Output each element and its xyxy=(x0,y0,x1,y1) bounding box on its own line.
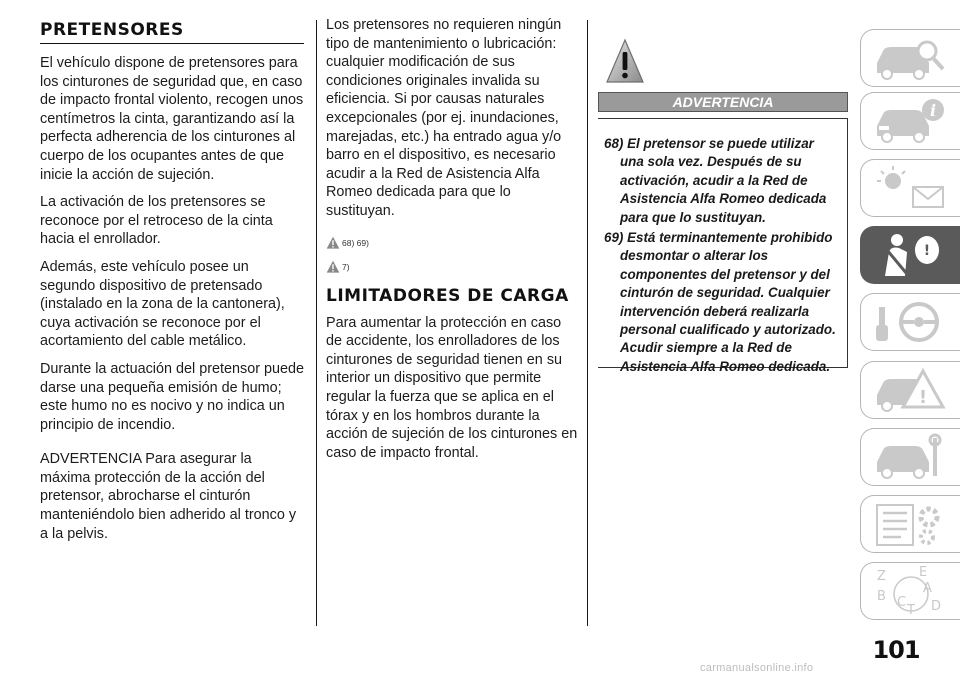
specs-gear-icon xyxy=(871,499,951,549)
paragraph-limitadores: Para aumentar la protección en caso de accidente, los enrolladores de los cinturones de seguridad tienen en su interior un dispositivo que permite regular la fuerza que se aplica en el tórax y en los hombros durante la acción de sujeción de los cinturones en caso de impacto frontal. xyxy=(326,314,578,461)
index-letter: T xyxy=(907,603,915,616)
warning-box xyxy=(598,118,848,374)
sidebar-tab-technical-data[interactable] xyxy=(860,495,960,553)
sidebar-tab-emergency[interactable] xyxy=(860,361,960,419)
key-steering-icon xyxy=(871,297,951,347)
section-heading-limitadores: LIMITADORES DE CARGA xyxy=(326,285,569,306)
warning-triangle-icon xyxy=(326,260,340,274)
warning-large-icon xyxy=(605,38,645,86)
reference-numbers: 7) xyxy=(342,261,350,272)
warning-item: 69) Está terminantemente prohibido desmontar o alterar los componentes del pretensor y del cinturón de seguridad. Cualquier intervención deberá realizarla personal cualificado y autorizado. Acudir siempre a la Red de Asistencia Alfa Romeo dedicada. xyxy=(604,230,836,374)
sidebar-tab-lights-messages[interactable] xyxy=(860,159,960,217)
warning-item: 68) El pretensor se puede utilizar una sola vez. Después de su activación, acudir a la Red de Asistencia Alfa Romeo dedicada para que lo sustituyan. xyxy=(604,136,827,225)
svg-text:i: i xyxy=(929,101,937,120)
svg-text:!: ! xyxy=(918,387,928,408)
warning-reference-68-69[interactable] xyxy=(326,230,578,250)
warning-title-bar: ADVERTENCIA xyxy=(598,92,848,112)
index-letters-icon xyxy=(871,566,951,616)
sidebar-tab-safety[interactable] xyxy=(860,226,960,284)
reference-numbers: 68) 69) xyxy=(342,237,369,248)
paragraph: Además, este vehículo posee un segundo dispositivo de pretensado (instalado en la zona de la cantonera), cuya activación se reconoce por el acortamiento del cable metálico. xyxy=(40,258,285,350)
index-letter: C xyxy=(897,595,907,610)
lights-message-icon xyxy=(871,163,951,213)
car-warning-icon xyxy=(871,365,951,415)
sidebar-tab-vehicle-knowledge[interactable] xyxy=(860,29,960,87)
warning-triangle-icon xyxy=(326,236,340,250)
paragraph: Durante la actuación del pretensor puede darse una pequeña emisión de humo; este humo no es nocivo y no indica un principio de incendio. xyxy=(40,360,305,433)
seatbelt-airbag-icon xyxy=(871,230,951,280)
index-letter: D xyxy=(931,599,942,614)
car-info-icon xyxy=(871,96,951,146)
column-limitadores xyxy=(326,16,578,471)
car-search-icon xyxy=(871,33,951,83)
watermark: carmanualsonline.info xyxy=(700,662,814,674)
column-pretensores xyxy=(40,20,304,552)
paragraph-maintenance: Los pretensores no requieren ningún tipo de mantenimiento o lubricación: cualquier modificación de sus condiciones originales invalida su eficiencia. Si por causas naturales excepcionales (por ej. inundaciones, marejadas, etc.) ha entrado agua y/o barro en el dispositivo, es necesario acudir a la Red de Asistencia Alfa Romeo dedicada para que lo sustituyan. xyxy=(326,17,562,219)
section-heading-pretensores: PRETENSORES xyxy=(40,20,304,44)
column-divider-right xyxy=(587,20,588,626)
index-letter: B xyxy=(877,589,886,604)
advertencia-paragraph: ADVERTENCIA Para asegurar la máxima protección de la acción del pretensor, abrocharse el cinturón manteniéndolo bien adherido al tronco y a la pelvis. xyxy=(40,451,297,542)
warning-reference-7[interactable] xyxy=(326,254,578,274)
index-letter: Z xyxy=(877,569,886,584)
sidebar-tab-starting-driving[interactable] xyxy=(860,293,960,351)
sidebar-tab-index[interactable] xyxy=(860,562,960,620)
car-service-icon xyxy=(871,432,951,482)
column-divider-left xyxy=(316,20,317,626)
sidebar-tab-instruments[interactable] xyxy=(860,92,960,150)
index-letter: A xyxy=(923,581,932,596)
sidebar-tab-maintenance[interactable] xyxy=(860,428,960,486)
paragraph: El vehículo dispone de pretensores para los cinturones de seguridad que, en caso de impacto frontal violento, recogen unos centímetros la cinta, garantizando así la perfecta adherencia de los cinturones al cuerpo de los ocupantes antes de que inicie la acción de sujeción. xyxy=(40,55,304,183)
svg-text:!: ! xyxy=(923,243,931,259)
paragraph: La activación de los pretensores se reconoce por el retroceso de la cinta hacia el enrollador. xyxy=(40,194,273,248)
page-number: 101 xyxy=(872,636,920,664)
index-letter: E xyxy=(919,566,928,580)
